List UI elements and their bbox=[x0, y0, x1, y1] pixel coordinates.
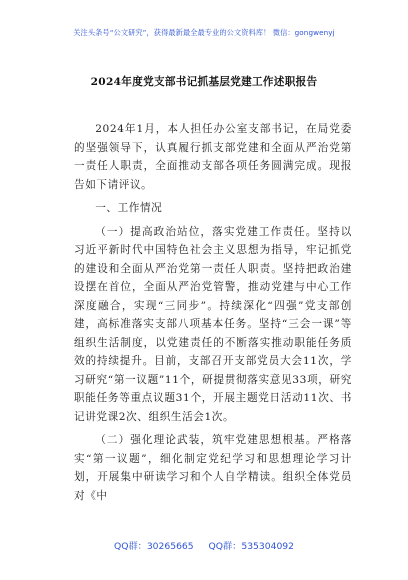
document-body bbox=[74, 120, 352, 510]
body-paragraph-2: （二）强化理论武装，筑牢党建思想根基。严格落实“第一议题”，细化制定党纪学习和思想理论学习计划，开展集中研读学习和个人自学精读。组织全体党员对《中 bbox=[74, 434, 352, 502]
body-paragraph-1: （一）提高政治站位，落实党建工作责任。坚持以习近平新时代中国特色社会主义思想为指导，牢记抓党的建设和全面从严治党第一责任人职责。坚持把政治建设摆在首位，全面从严治党管警，推动党建与中心工作深度融合，实现“三同步”。持续深化“四强”党支部创建，高标准落实支部八项基本任务。坚持“三会一课”等组织生活制度，以党建责任的不断落实推动职能任务质效的持续提升。目前，支部召开支部党员大会11次，学习研究“第一议题”11个，研提贯彻落实意见33项，研究职能任务等重点议题31个，开展主题党日活动11次、书记讲党课2次、组织生活会1次。 bbox=[74, 225, 352, 423]
intro-paragraph: 2024年1月，本人担任办公室支部书记，在局党委的坚强领导下，认真履行抓支部党建和全面从严治党第一责任人职责，全面推动支部各项任务圆满完成。现报告如下请评议。 bbox=[74, 123, 352, 191]
promo-banner: 关注头条号“公文研究”，获得最新最全最专业的公文资料库！ 微信：gongwenyj bbox=[73, 28, 335, 37]
qq-group-2: QQ群：535304092 bbox=[208, 541, 294, 552]
document-title: 2024年度党支部书记抓基层党建工作述职报告 bbox=[90, 76, 318, 88]
footer-contacts bbox=[0, 538, 408, 552]
section-heading: 一、工作情况 bbox=[95, 202, 163, 214]
qq-group-1: QQ群：30265665 bbox=[114, 541, 194, 552]
